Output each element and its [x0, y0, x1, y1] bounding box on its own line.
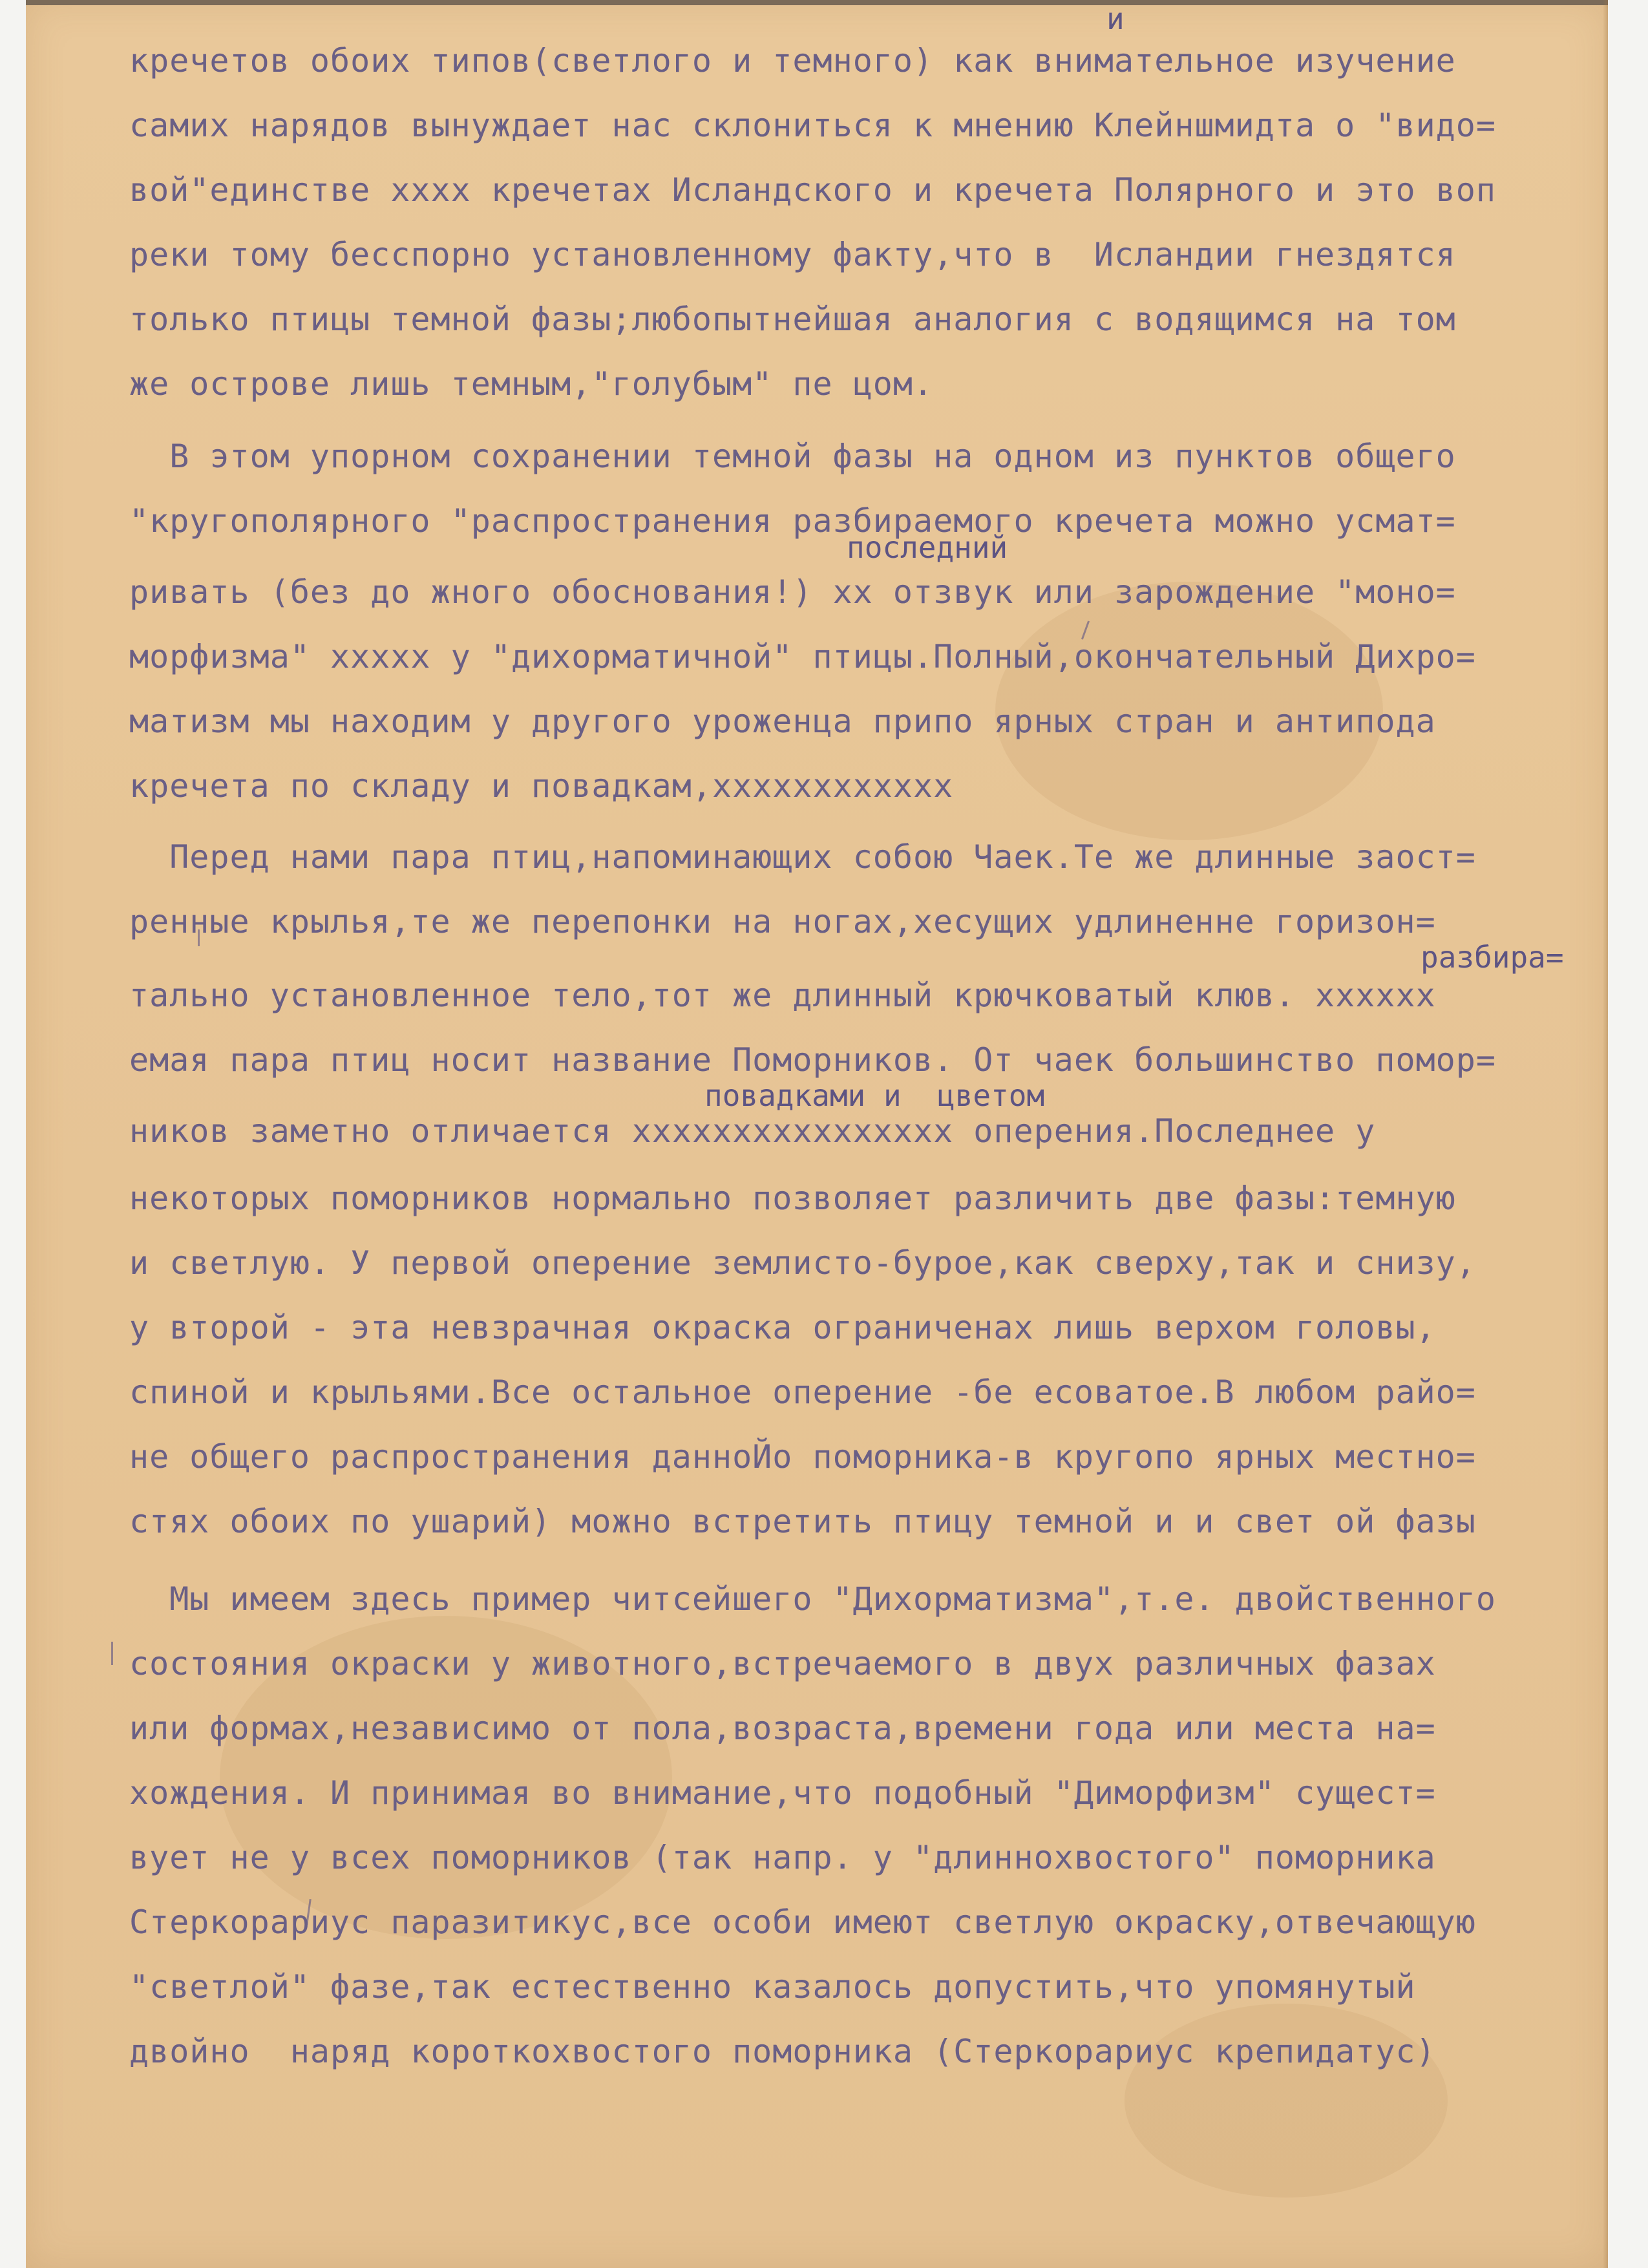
text-line: вой"единстве xxxx кречетаx Исландского и кречета Полярного и это воп — [129, 171, 1496, 209]
text-line: некоторых поморников нормально позволяет различить две фазы:темную — [129, 1180, 1456, 1217]
text-line: или формах,независимо от пола,возраста,времени года или места на= — [129, 1710, 1436, 1747]
pen-mark — [111, 1642, 113, 1665]
text-line: спиной и крыльями.Все остальное оперение -бе есоватое.В любом райо= — [129, 1373, 1476, 1411]
text-line: Мы имеем здесь пример читсейшего "Дихорматизма",т.е. двойственного — [129, 1580, 1496, 1618]
text-line: кречета по складу и повадкам,xxxxxxxxxxxx — [129, 767, 954, 805]
text-line: у второй - эта невзрачная окраска ограниченаx лишь верхом головы, — [129, 1309, 1436, 1346]
text-line: состояния окраски у животного,встречаемого в двух различных фазах — [129, 1645, 1436, 1682]
text-line: морфизма" xxxxx у "дихорматичной" птицы.Полный,окончательный Дихро= — [129, 638, 1476, 675]
text-line: "светлой" фазе,так естественно казалось допустить,что упомянутый — [129, 1968, 1416, 2006]
text-line: вует не у всех поморников (так напр. у "длиннохвостого" поморника — [129, 1839, 1436, 1876]
interlinear-insert: последний — [847, 530, 1008, 565]
text-line: же острове лишь темным,"голубым" пе цом. — [129, 365, 934, 403]
interlinear-insert: разбира= — [1421, 940, 1564, 975]
text-line: самих нарядов вынуждает нас склониться к мнению Клейншмидта о "видо= — [129, 107, 1496, 144]
text-line: только птицы темной фазы;любопытнейшая аналогия с водящимся на том — [129, 301, 1456, 338]
text-line: В этом упорном сохранении темной фазы на одном из пунктов общего — [129, 438, 1456, 475]
text-line: ривать (без до жного обоснования!) xx отзвук или зарождение "моно= — [129, 573, 1456, 611]
text-line: Перед нами пара птиц,напоминающих собою Чаек.Те же длинные заост= — [129, 838, 1476, 876]
text-line: реки тому бесспорно установленному факту,что в Исландии гнездятся — [129, 236, 1456, 273]
text-line: и светлую. У первой оперение землисто-бурое,как сверху,так и снизу, — [129, 1244, 1476, 1282]
text-line: тально установленное тело,тот же длинный крючковатый клюв. xxxxxx — [129, 977, 1436, 1014]
paper-top-edge — [26, 0, 1608, 5]
text-line: хождения. И принимая во внимание,что подобный "Диморфизм" сущест= — [129, 1774, 1436, 1812]
text-line: кречетов обоих типов(светлого и темного) как внимательное изучение — [129, 42, 1456, 79]
paper-right-edge — [1603, 0, 1608, 2268]
text-line: стях обоих по ушарий) можно встретить птицу темной и и свет ой фазы — [129, 1503, 1476, 1540]
text-line: емая пара птиц носит название Поморников. От чаек большинство помор= — [129, 1041, 1496, 1079]
interlinear-insert: и — [1106, 1, 1125, 36]
text-line: двойно наряд короткохвостого поморника (Стеркорариус крепидатус) — [129, 2033, 1436, 2070]
text-line: матизм мы находим у другого уроженца припо ярных стран и антипода — [129, 703, 1436, 740]
text-line: Стеркорариус паразитикус,все особи имеют светлую окраску,отвечающую — [129, 1903, 1476, 1941]
text-line: ников заметно отличается xxxxxxxxxxxxxxxx оперения.Последнее у — [129, 1112, 1376, 1150]
text-line: ренные крылья,те же перепонки на ногах,xесущих удлиненне горизон= — [129, 903, 1436, 940]
text-line: "кругополярного "распространения разбираемого кречета можно усмат= — [129, 502, 1456, 540]
text-line: не общего распространения данноЙо поморника-в кругопо ярных местно= — [129, 1438, 1476, 1476]
interlinear-insert: повадками и цветом — [704, 1078, 1045, 1113]
